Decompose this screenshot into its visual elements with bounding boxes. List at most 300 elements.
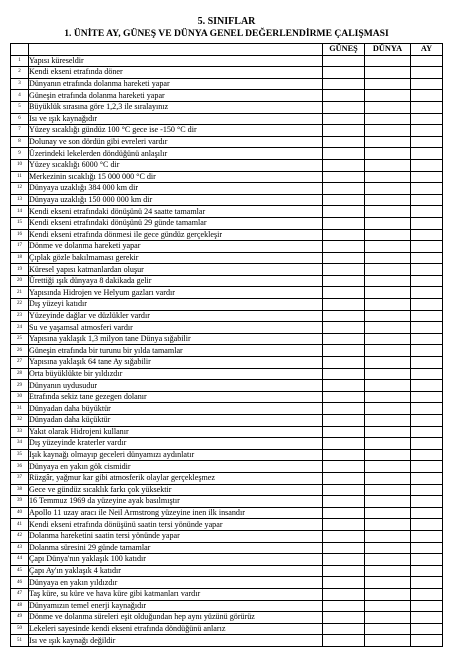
answer-cell-gunes[interactable] [323,368,365,380]
answer-cell-gunes[interactable] [323,554,365,566]
answer-cell-gunes[interactable] [323,67,365,79]
answer-cell-gunes[interactable] [323,391,365,403]
answer-cell-gunes[interactable] [323,496,365,508]
row-number: 41 [11,519,29,531]
evaluation-table [10,43,443,647]
answer-cell-ay[interactable] [411,299,443,311]
table-row [11,90,443,102]
row-number: 13 [11,194,29,206]
answer-cell-dunya[interactable] [365,241,411,253]
answer-cell-ay[interactable] [411,275,443,287]
answer-cell-gunes[interactable] [323,171,365,183]
answer-cell-ay[interactable] [411,565,443,577]
table-row [11,391,443,403]
table-row [11,194,443,206]
answer-cell-ay[interactable] [411,345,443,357]
table-row [11,183,443,195]
row-number: 5 [11,101,29,113]
answer-cell-dunya[interactable] [365,78,411,90]
table-row [11,333,443,345]
row-number: 19 [11,264,29,276]
row-number: 4 [11,90,29,102]
statement-header [29,44,323,56]
answer-cell-dunya[interactable] [365,438,411,450]
answer-cell-dunya[interactable] [365,322,411,334]
statement-cell: Gece ve gündüz sıcaklık farkı çok yüksektir [29,484,323,496]
row-number: 36 [11,461,29,473]
answer-cell-gunes[interactable] [323,310,365,322]
answer-cell-dunya[interactable] [365,113,411,125]
answer-cell-dunya[interactable] [365,252,411,264]
answer-cell-dunya[interactable] [365,391,411,403]
table-row [11,148,443,160]
row-number: 48 [11,600,29,612]
answer-cell-gunes[interactable] [323,299,365,311]
row-number: 15 [11,217,29,229]
answer-cell-dunya[interactable] [365,472,411,484]
statement-cell: Kendi ekseni etrafındaki dönüşünü 24 saatte tamamlar [29,206,323,218]
row-number: 27 [11,357,29,369]
statement-cell: Dünyadan daha küçüktür [29,415,323,427]
answer-cell-gunes[interactable] [323,333,365,345]
statement-cell: Dolanma hareketini saatin tersi yönünde yapar [29,530,323,542]
answer-cell-gunes[interactable] [323,600,365,612]
answer-cell-ay[interactable] [411,496,443,508]
answer-cell-ay[interactable] [411,194,443,206]
answer-cell-ay[interactable] [411,113,443,125]
answer-cell-ay[interactable] [411,612,443,624]
answer-cell-ay[interactable] [411,125,443,137]
answer-cell-ay[interactable] [411,90,443,102]
answer-cell-gunes[interactable] [323,229,365,241]
answer-cell-dunya[interactable] [365,600,411,612]
answer-cell-gunes[interactable] [323,183,365,195]
statement-cell: Dünyaya en yakın gök cismidir [29,461,323,473]
statement-cell: Yüzey sıcaklığı 6000 °C dir [29,159,323,171]
statement-cell: Dünyadan daha büyüktür [29,403,323,415]
answer-cell-dunya[interactable] [365,287,411,299]
answer-cell-gunes[interactable] [323,125,365,137]
answer-cell-gunes[interactable] [323,588,365,600]
answer-cell-ay[interactable] [411,55,443,67]
answer-cell-dunya[interactable] [365,357,411,369]
answer-cell-dunya[interactable] [365,171,411,183]
answer-cell-dunya[interactable] [365,542,411,554]
row-number: 3 [11,78,29,90]
table-row [11,530,443,542]
answer-cell-dunya[interactable] [365,125,411,137]
row-number: 34 [11,438,29,450]
answer-cell-gunes[interactable] [323,217,365,229]
answer-cell-gunes[interactable] [323,136,365,148]
row-number: 31 [11,403,29,415]
answer-cell-dunya[interactable] [365,67,411,79]
column-header-gunes: GÜNEŞ [323,44,365,56]
row-number: 17 [11,241,29,253]
row-number: 21 [11,287,29,299]
answer-cell-dunya[interactable] [365,449,411,461]
answer-cell-gunes[interactable] [323,623,365,635]
answer-cell-ay[interactable] [411,438,443,450]
row-number: 43 [11,542,29,554]
answer-cell-ay[interactable] [411,623,443,635]
answer-cell-gunes[interactable] [323,148,365,160]
statement-cell: Dolanma süresini 29 günde tamamlar [29,542,323,554]
statement-cell: Dünyanın etrafında dolanma hareketi yapar [29,78,323,90]
table-row [11,55,443,67]
row-number: 42 [11,530,29,542]
answer-cell-dunya[interactable] [365,194,411,206]
answer-cell-ay[interactable] [411,67,443,79]
answer-cell-dunya[interactable] [365,519,411,531]
answer-cell-ay[interactable] [411,600,443,612]
answer-cell-dunya[interactable] [365,380,411,392]
table-row [11,403,443,415]
answer-cell-dunya[interactable] [365,183,411,195]
table-body [11,55,443,646]
answer-cell-dunya[interactable] [365,403,411,415]
answer-cell-ay[interactable] [411,183,443,195]
answer-cell-ay[interactable] [411,171,443,183]
answer-cell-dunya[interactable] [365,461,411,473]
statement-cell: Isı ve ışık kaynağıdır [29,113,323,125]
row-number: 10 [11,159,29,171]
statement-cell: Dünyaya en yakın yıldızdır [29,577,323,589]
row-number: 1 [11,55,29,67]
statement-cell: Büyüklük sırasına göre 1,2,3 ile sıralayınız [29,101,323,113]
answer-cell-dunya[interactable] [365,229,411,241]
statement-cell: Çıplak gözle bakılmaması gerekir [29,252,323,264]
statement-cell: Yüzeyinde dağlar ve düzlükler vardır [29,310,323,322]
answer-cell-ay[interactable] [411,415,443,427]
answer-cell-dunya[interactable] [365,623,411,635]
row-number: 29 [11,380,29,392]
statement-cell: Dünyamızın temel enerji kaynağıdır [29,600,323,612]
answer-cell-dunya[interactable] [365,136,411,148]
statement-cell: Dış yüzeyi katıdır [29,299,323,311]
statement-cell: Güneşin etrafında dolanma hareketi yapar [29,90,323,102]
answer-cell-gunes[interactable] [323,380,365,392]
answer-cell-ay[interactable] [411,217,443,229]
statement-cell: Üzerindeki lekelerden döndüğünü anlaşılır [29,148,323,160]
answer-cell-ay[interactable] [411,519,443,531]
answer-cell-gunes[interactable] [323,322,365,334]
answer-cell-dunya[interactable] [365,310,411,322]
statement-cell: Çapı Ay'ın yaklaşık 4 katıdır [29,565,323,577]
answer-cell-ay[interactable] [411,136,443,148]
table-row [11,206,443,218]
statement-cell: Kendi ekseni etrafında döner [29,67,323,79]
answer-cell-dunya[interactable] [365,484,411,496]
answer-cell-gunes[interactable] [323,542,365,554]
answer-cell-gunes[interactable] [323,194,365,206]
table-row [11,67,443,79]
answer-cell-dunya[interactable] [365,577,411,589]
statement-cell: Isı ve ışık kaynağı değildir [29,635,323,647]
answer-cell-gunes[interactable] [323,78,365,90]
answer-cell-ay[interactable] [411,542,443,554]
answer-cell-dunya[interactable] [365,588,411,600]
answer-cell-ay[interactable] [411,403,443,415]
answer-cell-ay[interactable] [411,530,443,542]
row-number: 14 [11,206,29,218]
answer-cell-gunes[interactable] [323,438,365,450]
table-row [11,287,443,299]
column-header-dunya: DÜNYA [365,44,411,56]
answer-cell-ay[interactable] [411,391,443,403]
answer-cell-dunya[interactable] [365,345,411,357]
answer-cell-dunya[interactable] [365,368,411,380]
answer-cell-ay[interactable] [411,472,443,484]
answer-cell-dunya[interactable] [365,426,411,438]
answer-cell-ay[interactable] [411,241,443,253]
answer-cell-ay[interactable] [411,484,443,496]
answer-cell-dunya[interactable] [365,217,411,229]
table-row [11,507,443,519]
answer-cell-gunes[interactable] [323,206,365,218]
statement-cell: Yapısında Hidrojen ve Helyum gazları vardır [29,287,323,299]
row-number: 6 [11,113,29,125]
table-row [11,461,443,473]
row-number: 18 [11,252,29,264]
row-number: 38 [11,484,29,496]
statement-cell: Güneşin etrafında bir turunu bir yılda tamamlar [29,345,323,357]
answer-cell-ay[interactable] [411,333,443,345]
statement-cell: Dış yüzeyinde kraterler vardır [29,438,323,450]
table-row [11,449,443,461]
statement-cell: Dünyaya uzaklığı 384 000 km dir [29,183,323,195]
answer-cell-dunya[interactable] [365,507,411,519]
statement-cell: Yapısına yaklaşık 1,3 milyon tane Dünya sığabilir [29,333,323,345]
grade-heading: 5. SINIFLAR [197,16,256,27]
table-row [11,159,443,171]
answer-cell-ay[interactable] [411,577,443,589]
answer-cell-gunes[interactable] [323,101,365,113]
answer-cell-gunes[interactable] [323,275,365,287]
table-row [11,612,443,624]
answer-cell-ay[interactable] [411,554,443,566]
row-number: 28 [11,368,29,380]
statement-cell: Yüzey sıcaklığı gündüz 100 °C gece ise -150 °C dir [29,125,323,137]
row-number: 26 [11,345,29,357]
table-row [11,368,443,380]
answer-cell-ay[interactable] [411,588,443,600]
answer-cell-ay[interactable] [411,449,443,461]
answer-cell-ay[interactable] [411,264,443,276]
row-number: 47 [11,588,29,600]
row-number: 32 [11,415,29,427]
statement-cell: Taş küre, su küre ve hava küre gibi katmanları vardır [29,588,323,600]
table-row [11,415,443,427]
answer-cell-ay[interactable] [411,426,443,438]
table-row [11,299,443,311]
table-row [11,554,443,566]
answer-cell-dunya[interactable] [365,159,411,171]
answer-cell-gunes[interactable] [323,287,365,299]
answer-cell-ay[interactable] [411,322,443,334]
answer-cell-gunes[interactable] [323,612,365,624]
answer-cell-ay[interactable] [411,159,443,171]
answer-cell-gunes[interactable] [323,426,365,438]
table-row [11,125,443,137]
table-row [11,113,443,125]
statement-cell: Apollo 11 uzay aracı ile Neil Armstrong yüzeyine inen ilk insandır [29,507,323,519]
answer-cell-gunes[interactable] [323,264,365,276]
answer-cell-dunya[interactable] [365,55,411,67]
statement-cell: Merkezinin sıcaklığı 15 000 000 °C dir [29,171,323,183]
answer-cell-gunes[interactable] [323,449,365,461]
answer-cell-gunes[interactable] [323,55,365,67]
answer-cell-ay[interactable] [411,229,443,241]
answer-cell-gunes[interactable] [323,113,365,125]
answer-cell-dunya[interactable] [365,206,411,218]
row-number: 46 [11,577,29,589]
answer-cell-ay[interactable] [411,78,443,90]
table-row [11,496,443,508]
answer-cell-dunya[interactable] [365,333,411,345]
table-row [11,577,443,589]
table-row [11,426,443,438]
answer-cell-gunes[interactable] [323,530,365,542]
statement-cell: Kendi ekseni etrafındaki dönüşünü 29 günde tamamlar [29,217,323,229]
row-number: 12 [11,183,29,195]
table-row [11,101,443,113]
answer-cell-ay[interactable] [411,148,443,160]
answer-cell-dunya[interactable] [365,90,411,102]
answer-cell-dunya[interactable] [365,612,411,624]
statement-cell: Kendi ekseni etrafında dönüşünü saatin tersi yönünde yapar [29,519,323,531]
statement-cell: Küresel yapısı katmanlardan oluşur [29,264,323,276]
statement-cell: Yapısına yaklaşık 64 tane Ay sığabilir [29,357,323,369]
statement-cell: Dünyanın uydusudur [29,380,323,392]
answer-cell-gunes[interactable] [323,635,365,647]
answer-cell-dunya[interactable] [365,554,411,566]
table-row [11,275,443,287]
row-number: 11 [11,171,29,183]
column-header-ay: AY [411,44,443,56]
table-row [11,519,443,531]
statement-cell: Lekeleri sayesinde kendi ekseni etrafında döndüğünü anlarız [29,623,323,635]
row-number: 8 [11,136,29,148]
table-row [11,171,443,183]
answer-cell-gunes[interactable] [323,403,365,415]
statement-cell: Dolunay ve son dördün gibi evreleri vardır [29,136,323,148]
answer-cell-ay[interactable] [411,287,443,299]
answer-cell-ay[interactable] [411,252,443,264]
answer-cell-gunes[interactable] [323,357,365,369]
statement-cell: Rüzgâr, yağmur kar gibi atmosferik olaylar gerçekleşmez [29,472,323,484]
statement-cell: Çapı Dünya'nın yaklaşık 100 katıdır [29,554,323,566]
table-row [11,472,443,484]
table-row [11,310,443,322]
statement-cell: Işık kaynağı olmayıp geceleri dünyamızı aydınlatır [29,449,323,461]
answer-cell-dunya[interactable] [365,264,411,276]
table-row [11,380,443,392]
row-number: 24 [11,322,29,334]
answer-cell-ay[interactable] [411,310,443,322]
answer-cell-gunes[interactable] [323,565,365,577]
answer-cell-gunes[interactable] [323,415,365,427]
statement-cell: Su ve yaşamsal atmosferi vardır [29,322,323,334]
answer-cell-ay[interactable] [411,461,443,473]
answer-cell-gunes[interactable] [323,577,365,589]
answer-cell-ay[interactable] [411,507,443,519]
table-row [11,635,443,647]
statement-cell: Dönme ve dolanma süreleri eşit olduğundan hep aynı yüzünü görürüz [29,612,323,624]
table-row [11,542,443,554]
table-row [11,322,443,334]
answer-cell-gunes[interactable] [323,472,365,484]
answer-cell-dunya[interactable] [365,299,411,311]
worksheet-title: 1. ÜNİTE AY, GÜNEŞ VE DÜNYA GENEL DEĞERLENDİRME ÇALIŞMASI [64,28,389,39]
statement-cell: Kendi ekseni etrafında dönmesi ile gece gündüz gerçekleşir [29,229,323,241]
answer-cell-dunya[interactable] [365,275,411,287]
row-number: 33 [11,426,29,438]
number-header [11,44,29,56]
row-number: 16 [11,229,29,241]
table-row [11,484,443,496]
statement-cell: Etrafında sekiz tane gezegen dolanır [29,391,323,403]
answer-cell-gunes[interactable] [323,241,365,253]
answer-cell-ay[interactable] [411,380,443,392]
row-number: 37 [11,472,29,484]
row-number: 22 [11,299,29,311]
row-number: 25 [11,333,29,345]
table-row [11,229,443,241]
answer-cell-gunes[interactable] [323,484,365,496]
row-number: 20 [11,275,29,287]
answer-cell-ay[interactable] [411,635,443,647]
answer-cell-dunya[interactable] [365,496,411,508]
answer-cell-dunya[interactable] [365,415,411,427]
statement-cell: Orta büyüklükte bir yıldızdır [29,368,323,380]
answer-cell-gunes[interactable] [323,252,365,264]
answer-cell-dunya[interactable] [365,565,411,577]
table-row [11,345,443,357]
table-row [11,588,443,600]
row-number: 44 [11,554,29,566]
row-number: 9 [11,148,29,160]
answer-cell-ay[interactable] [411,101,443,113]
row-number: 45 [11,565,29,577]
answer-cell-gunes[interactable] [323,159,365,171]
table-row [11,217,443,229]
answer-cell-dunya[interactable] [365,101,411,113]
row-number: 51 [11,635,29,647]
answer-cell-gunes[interactable] [323,519,365,531]
row-number: 39 [11,496,29,508]
table-row [11,264,443,276]
answer-cell-gunes[interactable] [323,345,365,357]
table-header-row [11,44,443,56]
answer-cell-gunes[interactable] [323,90,365,102]
answer-cell-ay[interactable] [411,368,443,380]
answer-cell-dunya[interactable] [365,635,411,647]
answer-cell-gunes[interactable] [323,507,365,519]
answer-cell-gunes[interactable] [323,461,365,473]
table-row [11,357,443,369]
answer-cell-dunya[interactable] [365,148,411,160]
table-row [11,600,443,612]
answer-cell-ay[interactable] [411,357,443,369]
answer-cell-dunya[interactable] [365,530,411,542]
row-number: 2 [11,67,29,79]
row-number: 50 [11,623,29,635]
table-row [11,623,443,635]
answer-cell-ay[interactable] [411,206,443,218]
row-number: 40 [11,507,29,519]
row-number: 7 [11,125,29,137]
